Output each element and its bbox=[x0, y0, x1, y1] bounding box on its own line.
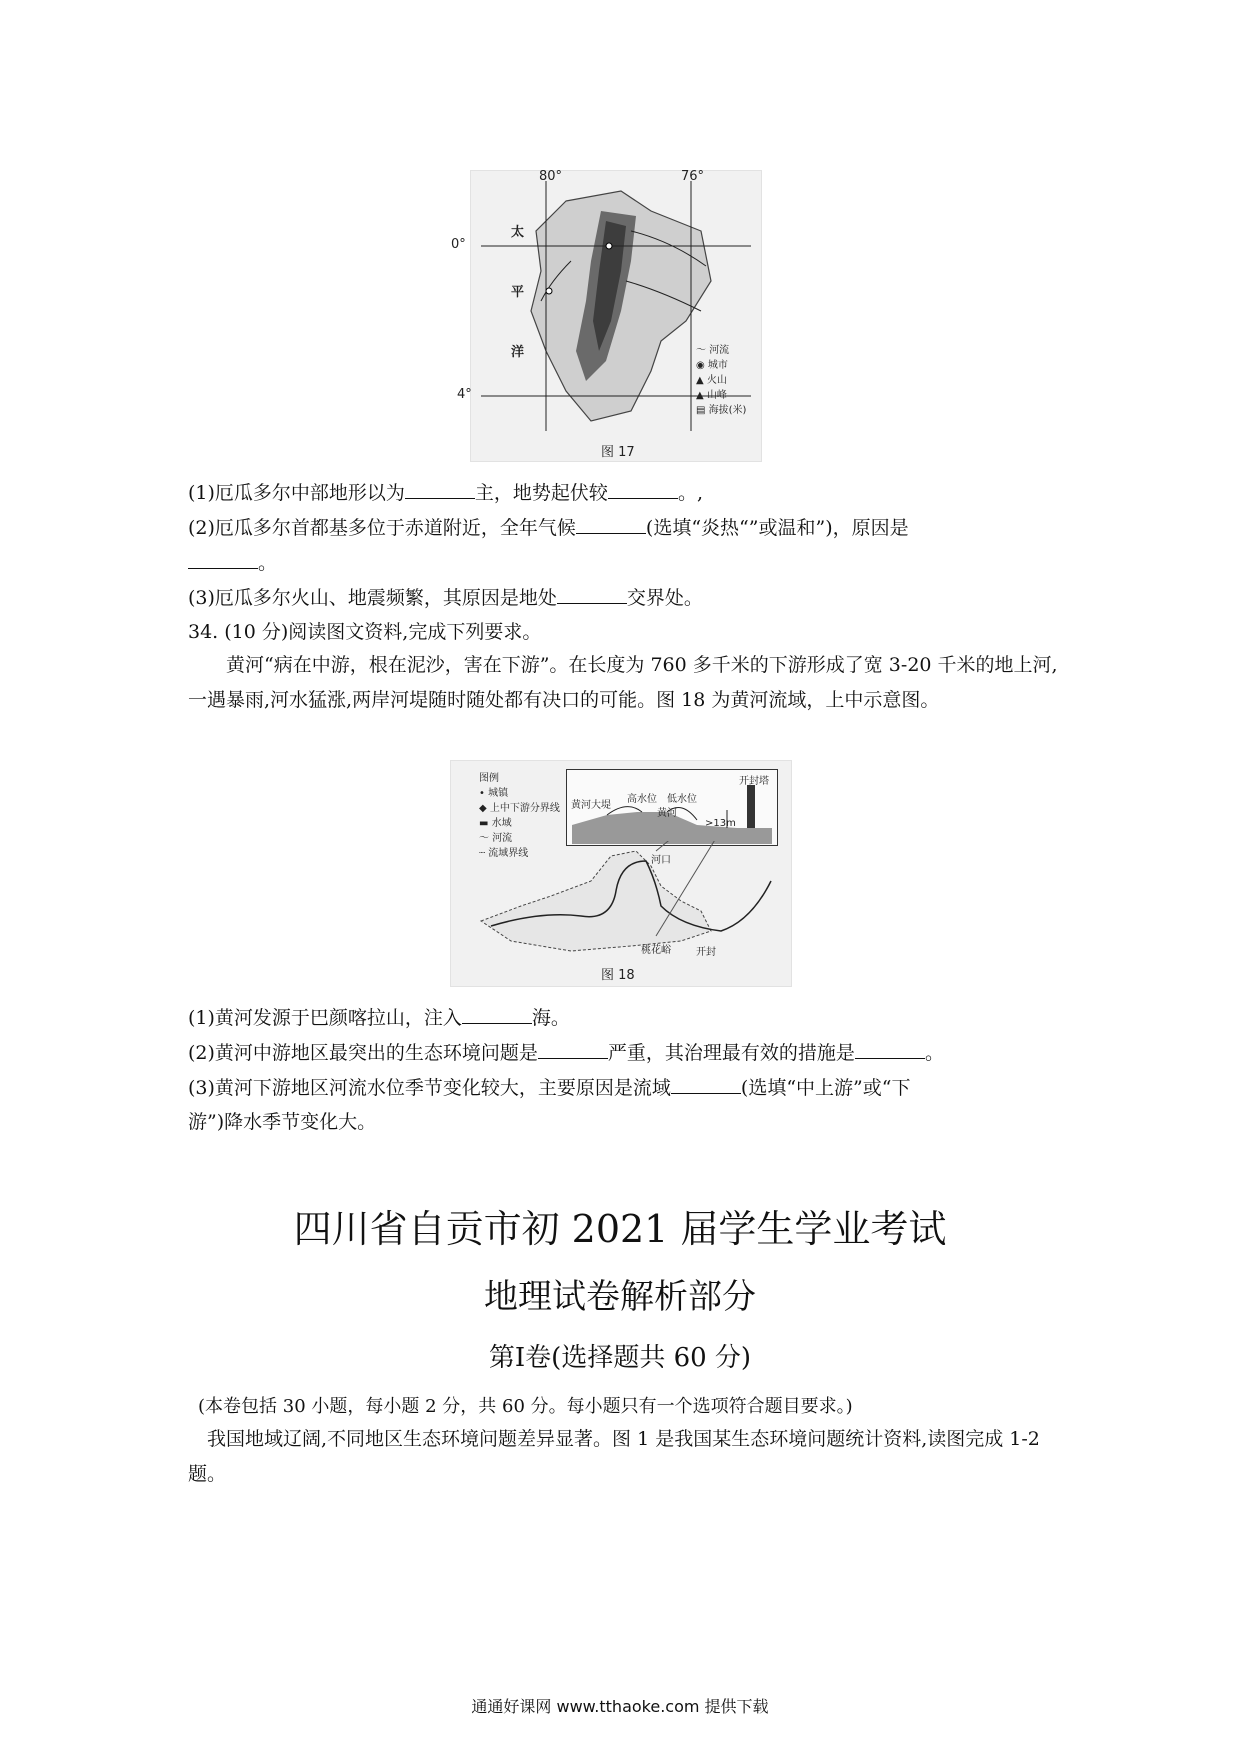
profile-inset bbox=[566, 769, 778, 846]
section-intro: 我国地域辽阔,不同地区生态环境问题差异显著。图 1 是我国某生态环境问题统计资料,读图完成 1-2 题。 bbox=[188, 1428, 1040, 1485]
answer-blank[interactable] bbox=[462, 1005, 532, 1024]
answer-blank[interactable] bbox=[671, 1075, 741, 1094]
answer-blank[interactable] bbox=[405, 480, 475, 499]
lon-80-label: 80° bbox=[539, 169, 563, 184]
q34-header: 34. (10 分)阅读图文资料,完成下列要求。 bbox=[188, 621, 542, 643]
answer-blank[interactable] bbox=[557, 585, 627, 604]
q34-sub2: (2)黄河中游地区最突出的生态环境问题是 严重，其治理最有效的措施是 。 bbox=[188, 1042, 944, 1064]
height-label: >13m bbox=[705, 818, 736, 829]
lat-0-label: 0° bbox=[451, 237, 466, 252]
legend-river: 〜 河流 bbox=[696, 345, 730, 356]
q34-sub3: (3)黄河下游地区河流水位季节变化较大，主要原因是流域 (选填“中上游”或“下 bbox=[188, 1077, 911, 1099]
ocean-label-3: 洋 bbox=[511, 345, 525, 360]
hekou-label: 河口 bbox=[651, 855, 671, 866]
q33-sub2: (2)厄瓜多尔首都基多位于赤道附近，全年气候 (选填“炎热“”或温和”)，原因是 bbox=[188, 517, 909, 539]
ocean-label-1: 太 bbox=[511, 225, 525, 240]
yellow-river-basin-map bbox=[451, 841, 791, 961]
peak-icon: ▲ bbox=[696, 390, 707, 401]
legend-river: 〜 河流 bbox=[479, 833, 513, 844]
q34-paragraph: 黄河“病在中游，根在泥沙，害在下游”。在长度为 760 多千米的下游形成了宽 3-20 千米的地上河,一遇暴雨,河水猛涨,两岸河堤随时随处都有决口的可能。图 18 为黄河流域，上中示意图。 bbox=[188, 654, 1058, 711]
section-note: (本卷包括 30 小题，每小题 2 分，共 60 分。每小题只有一个选项符合题目要求。) bbox=[198, 1396, 853, 1417]
boundary-icon: ◆ bbox=[479, 803, 490, 814]
taohuayu-label: 桃花峪 bbox=[641, 945, 671, 956]
dotted-line-icon: ┈ bbox=[479, 848, 489, 859]
figure18-caption: 图 18 bbox=[601, 968, 635, 983]
legend-peak: ▲ 山峰 bbox=[696, 390, 727, 401]
answer-blank[interactable] bbox=[855, 1040, 925, 1059]
legend-title: 图例 bbox=[479, 773, 499, 784]
legend-elevation: ▤ 海拔(米) bbox=[696, 405, 747, 416]
legend-town: • 城镇 bbox=[479, 788, 509, 799]
levee-label: 黄河大堤 bbox=[571, 800, 611, 811]
answer-blank[interactable] bbox=[608, 480, 678, 499]
figure17-legend bbox=[696, 341, 760, 416]
legend-volcano: ▲ 火山 bbox=[696, 375, 727, 386]
q33-sub1: (1)厄瓜多尔中部地形以为 主，地势起伏较 。, bbox=[188, 482, 703, 504]
analysis-title: 地理试卷解析部分 bbox=[484, 1277, 756, 1317]
town-icon: • bbox=[479, 788, 489, 799]
answer-blank[interactable] bbox=[188, 550, 258, 569]
high-water-label: 高水位 bbox=[627, 794, 657, 805]
answer-blank[interactable] bbox=[576, 515, 646, 534]
q34-sub3-cont: 游”)降水季节变化大。 bbox=[188, 1111, 377, 1133]
q33-sub3: (3)厄瓜多尔火山、地震频繁，其原因是地处 交界处。 bbox=[188, 587, 703, 609]
ocean-label-2: 平 bbox=[511, 285, 525, 300]
lon-76-label: 76° bbox=[681, 169, 705, 184]
legend-boundary: ◆ 上中下游分界线 bbox=[479, 803, 560, 814]
water-swatch-icon: ▬ bbox=[479, 818, 492, 829]
q34-sub1: (1)黄河发源于巴颜喀拉山，注入 海。 bbox=[188, 1007, 570, 1029]
volcano-icon: ▲ bbox=[696, 375, 707, 386]
legend-basin-boundary: ┈ 流域界线 bbox=[479, 848, 529, 859]
lat-4-label: 4° bbox=[457, 387, 472, 402]
figure-17 bbox=[451, 169, 762, 462]
tower-label: 开封塔 bbox=[739, 776, 769, 787]
river-icon: 〜 bbox=[479, 833, 493, 844]
low-water-label: 低水位 bbox=[667, 794, 697, 805]
answer-blank[interactable] bbox=[538, 1040, 608, 1059]
yellow-river-label: 黄河 bbox=[657, 808, 677, 819]
elevation-swatch-icon: ▤ bbox=[696, 405, 709, 416]
kaifeng-label: 开封 bbox=[696, 947, 716, 958]
figure-18 bbox=[450, 760, 792, 987]
ecuador-map bbox=[471, 171, 761, 461]
q33-sub2-cont: 。 bbox=[188, 550, 277, 575]
footer-text: 通通好课网 www.tthaoke.com 提供下载 bbox=[471, 1697, 769, 1716]
city-icon: ◉ bbox=[696, 360, 708, 371]
figure17-caption: 图 17 bbox=[601, 445, 635, 460]
volume-title: 第Ⅰ卷(选择题共 60 分) bbox=[488, 1343, 752, 1373]
legend-water: ▬ 水域 bbox=[479, 818, 512, 829]
legend-city: ◉ 城市 bbox=[696, 360, 728, 371]
exam-title: 四川省自贡市初 2021 届学生学业考试 bbox=[293, 1207, 947, 1251]
river-icon: 〜 bbox=[696, 345, 710, 356]
